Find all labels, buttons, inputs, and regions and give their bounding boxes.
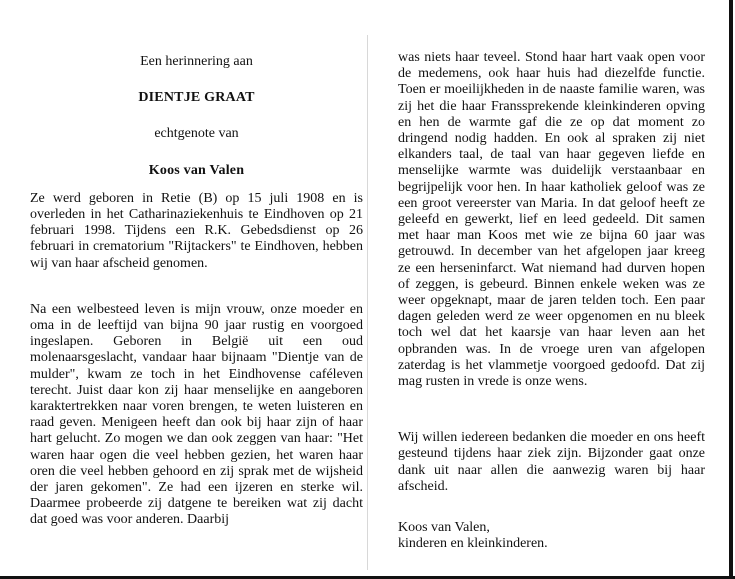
relation-text: echtgenote van — [154, 126, 239, 142]
left-column — [30, 50, 363, 529]
tribute-paragraph: Na een welbesteed leven is mijn vrouw, onze moeder en oma in de leeftijd van bijna 90 jaar rustig en voorgoed ingeslapen. Geboren in België uit een oud molenaarsgeslacht, vandaar haar bijnaam "Dientje van de mulder", kwam ze toch in het Eindhovense caféleven terecht. Juist daar kon zij haar menselijke en aangeboren karaktertrekken naar voren brengen, te weten luisteren en raad geven. Menigeen heeft dan ook bij haar zijn of haar hart gelucht. Zo mogen we dan ook zeggen van haar: "Het waren haar ogen die veel hebben gezien, het waren haar oren die veel hebben gehoord en zij sprak met de wijsheid der jaren gekomen". Ze had een ijzeren en sterke wil. Daarmee probeerde zij datgene te bereiken wat zij dacht dat goed was voor anderen. Daarbij — [30, 301, 363, 528]
intro-text: Een herinnering aan — [140, 54, 253, 69]
signature-name: Koos van Valen, — [398, 520, 490, 536]
signature-family: kinderen en kleinkinderen. — [398, 536, 548, 552]
biography-paragraph: Ze werd geboren in Retie (B) op 15 juli 1908 en is overleden in het Catharinaziekenhuis te Eindhoven op 21 februari 1998. Tijdens een R.K. Gebedsdienst op 26 februari in crematorium "Rijtackers" te Eindhoven, hebben wij van haar afscheid genomen. — [30, 190, 363, 271]
thanks-paragraph: Wij willen iedereen bedanken die moeder en ons heeft gesteund tijdens haar ziek zijn. Bijzonder gaat onze dank uit naar allen die aanwezig waren bij haar afscheid. — [398, 430, 705, 494]
deceased-name: DIENTJE GRAAT — [138, 90, 255, 106]
tribute-continuation-paragraph: was niets haar teveel. Stond haar hart vaak open voor de medemens, ook haar huis had diezelfde functie. Toen er moeilijkheden in de naaste familie waren, was zij het die haar Franssprekende kleinkinderen opving en hen de warmte gaf die ze op dat moment zo dringend nodig hadden. En ook al spraken zij niet elkanders taal, de taal van haar gegeven liefde en menselijke warmte was duidelijk verstaanbaar en begrijpelijk voor hen. In haar katholiek geloof was ze een groot vereerster van Maria. In dat geloof heeft ze geleefd en gewerkt, lief en leed gedeeld. Dit samen met haar man Koos met wie ze bijna 60 jaar was getrouwd. In december van het afgelopen jaar kreeg ze een herseninfarct. Wat niemand had durven hopen of zeggen, is gebeurd. Binnen enkele weken was ze weer opgeknapt, maar de jaren telden toch. Een paar dagen geleden werd ze weer opgenomen en nu bleek toch wel dat het kaarsje van haar leven aan het opbranden was. In de vroege uren van afgelopen zaterdag is het vlammetje voorgoed gedoofd. Dat zij mag rusten in vrede is onze wens. — [398, 50, 705, 390]
card-edge-right — [729, 0, 733, 579]
fold-divider — [367, 35, 368, 570]
right-column — [398, 50, 705, 552]
spouse-name: Koos van Valen — [148, 162, 245, 178]
